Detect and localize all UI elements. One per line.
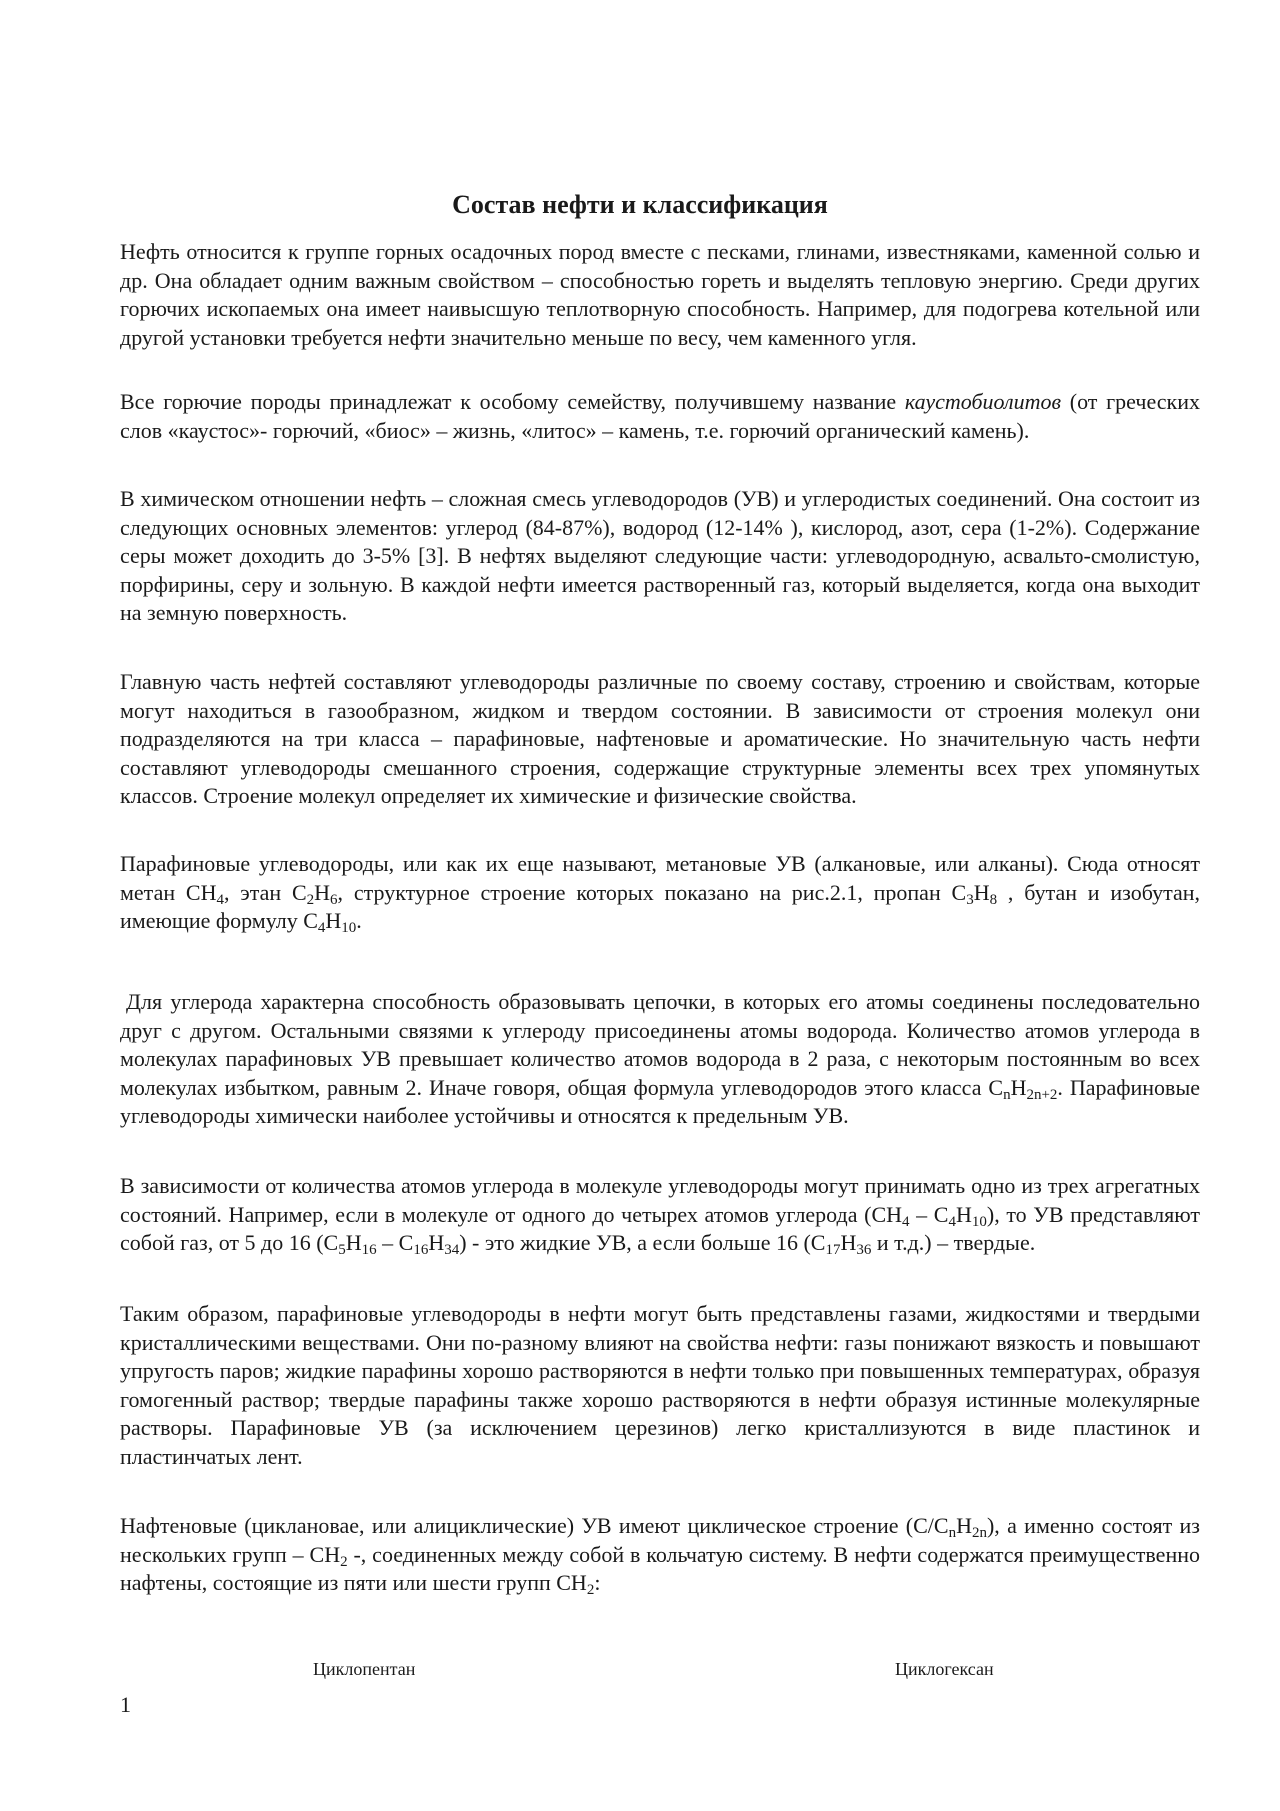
paragraph-paraffin-properties: Таким образом, парафиновые углеводороды в нефти могут быть представлены газами, жидкостями и твердыми кристаллическими веществами. Они по-разному влияют на свойства нефти: газы понижают вязкость и повышают упругость паров; жидкие парафины хорошо растворяются в нефти только при повышенных температурах, образуя гомогенный раствор; твердые парафины также хорошо растворяются в нефти образуя истинные молекулярные растворы. Парафиновые УВ (за исключением церезинов) легко кристаллизуются в виде пластинок и пластинчатых лент. [120,1301,1200,1469]
text-run: Н [956,1513,972,1538]
subscript: 2n [971,1524,987,1541]
paragraph-carbon-chains [120,988,1200,1131]
text-run: Нафтеновые (циклановае, или алициклические) УВ имеют циклическое строение (С/С [120,1513,949,1538]
subscript: 4 [948,1213,956,1230]
text-run: -, соединенных между собой в кольчатую систему. В нефти содержатся преимущественно нафтены, состоящие из пяти или шести групп СН [120,1541,1200,1595]
text-run: ), то УВ представляют собой газ, от 5 до 16 (С [120,1201,1200,1255]
text-run: ), а именно состоят из нескольких групп – СН [120,1513,1200,1567]
text-run: Н [325,908,342,933]
text-run: ) - это жидкие УВ, а если больше 16 (С [459,1230,826,1255]
text-run: (от греческих слов «каустос»- горючий, «биос» – жизнь, «литос» – камень, т.е. горючий органический камень). [120,389,1200,443]
paragraph-hydrocarbon-classes: Главную часть нефтей составляют углеводороды различные по своему составу, строению и свойствам, которые могут находиться в газообразном, жидком и твердом состоянии. В зависимости от строения молекул они подразделяются на три класса – парафиновые, нафтеновые и ароматические. Но значительную часть нефти составляют углеводороды смешанного строения, содержащие структурные элементы всех трех упомянутых классов. Строение молекул определяет их химические и физические свойства. [120,669,1200,808]
text-run: . Парафиновые углеводороды химически наиболее устойчивы и относятся к предельным УВ. [120,1074,1200,1128]
text-run: Для углерода характерна способность образовывать цепочки, в которых его атомы соединены последовательно друг с другом. Остальными связями к углероду присоединены атомы водорода. Количество атомов углерода в молекулах парафиновых УВ превышает количество атомов водорода в 2 раза, с некоторым постоянным во всех молекулах избытком, равным 2. Иначе говоря, общая формула углеводородов этого класса С [120,989,1200,1100]
paragraph-chemical-composition: В химическом отношении нефть – сложная смесь углеводородов (УВ) и углеродистых соединений. Она состоит из следующих основных элементов: углерод (84-87%), водород (12-14% ), кислород, азот, сера (1-2%). Содержание серы может доходить до 3-5% [3]. В нефтях выделяют следующие части: углеводородную, асвальто-смолистую, порфирины, серу и зольную. В каждой нефти имеется растворенный газ, который выделяется, когда она выходит на земную поверхность. [120,486,1200,625]
text-run: Н [428,1230,445,1255]
text-run: и т.д.) – твердые. [871,1230,1036,1255]
text-run: Н [1010,1074,1027,1100]
subscript: 2 [340,1553,348,1570]
subscript: 2 [586,1581,595,1598]
text-run: Н [345,1230,362,1255]
subscript: 4 [902,1213,910,1230]
subscript: 8 [989,891,998,908]
page-number: 1 [120,1692,131,1717]
figure-label-cyclopentane: Циклопентан [313,1659,416,1679]
text-run: Н [314,879,331,905]
text-run: : [594,1570,601,1595]
subscript: 10 [971,1213,987,1230]
text-run: Н [840,1230,857,1255]
term-caustobiolites: каустобиолитов [904,389,1062,414]
subscript: n [948,1524,957,1541]
text-run: , бутан и изобутан, имеющие формулу С [120,879,1200,933]
document-title: Состав нефти и классификация [452,190,828,219]
subscript: 4 [216,891,224,908]
subscript: 5 [338,1241,346,1258]
subscript: 17 [825,1241,841,1258]
figure-label-cyclohexane: Циклогексан [895,1659,994,1679]
subscript: 6 [330,891,338,908]
text-run: – С [909,1201,949,1227]
paragraph-caustobiolites [120,388,1200,445]
paragraph-naphthenes [120,1512,1200,1598]
text-run: – С [376,1230,414,1255]
subscript: 3 [966,891,974,908]
subscript: 10 [341,919,357,936]
subscript: 16 [361,1241,377,1258]
paragraph-aggregate-states [120,1172,1200,1258]
subscript: 2n+2 [1026,1086,1058,1103]
paragraph-paraffins [120,850,1200,936]
text-run: . [356,908,362,933]
text-run: Все горючие породы принадлежат к особому семейству, получившему название [120,389,905,414]
paragraph-oil-definition: Нефть относится к группе горных осадочных пород вместе с песками, глинами, известняками, каменной солью и др. Она обладает одним важным свойством – способностью гореть и выделять тепловую энергию. Среди других горючих ископаемых она имеет наивысшую теплотворную способность. Например, для подогрева котельной или другой установки требуется нефти значительно меньше по весу, чем каменного угля. [120,239,1200,350]
text-run: Н [955,1201,972,1227]
subscript: 36 [856,1241,872,1258]
text-run: , структурное строение которых показано на рис.2.1, пропан С [337,879,967,905]
text-run: Парафиновые углеводороды, или как их еще называют, метановые УВ (алкановые, или алканы). Сюда относят метан СН [120,851,1200,905]
text-run: , этан С [223,879,307,905]
subscript: 34 [444,1241,460,1258]
text-run: В зависимости от количества атомов углерода в молекуле углеводороды могут принимать одно из трех агрегатных состояний. Например, если в молекуле от одного до четырех атомов углерода (СН [120,1173,1200,1227]
subscript: 16 [413,1241,429,1258]
subscript: 2 [306,891,315,908]
subscript: n [1003,1086,1011,1103]
subscript: 4 [317,919,326,936]
text-run: Н [973,879,990,905]
